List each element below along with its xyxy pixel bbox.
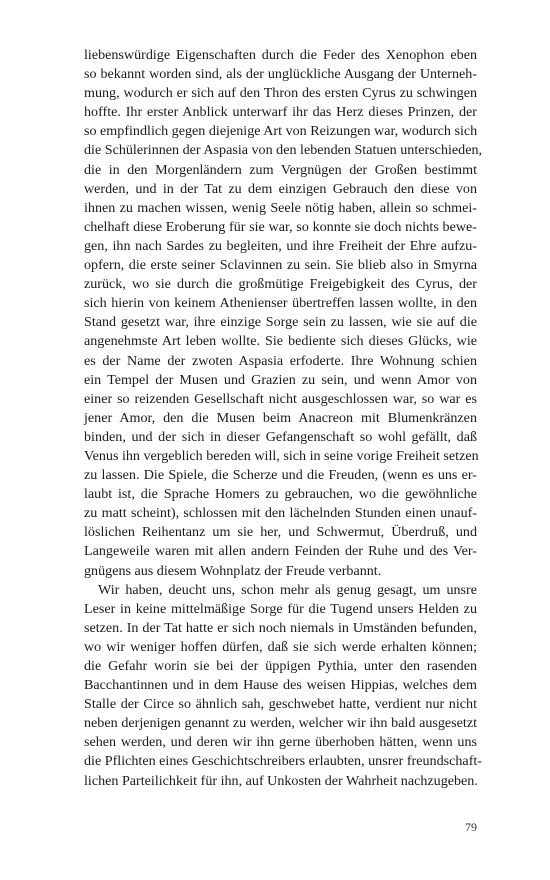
text-line: werden, und in der Tat zu dem einzigen Gebrauch den diese von: [84, 180, 477, 197]
text-line: gnügens aus diesem Wohnplatz der Freude verbannt.: [84, 562, 382, 579]
text-line: gen, ihn nach Sardes zu begleiten, und ihre Freiheit der Ehre aufzu-: [84, 237, 477, 254]
page-number: 79: [465, 820, 477, 834]
text-line: sich hierin von keinem Athenienser übertreffen lassen wollte, in den: [84, 295, 477, 312]
text-line: wo wir weniger hoffen dürfen, daß sie sich werde erhalten können;: [84, 638, 477, 655]
text-line: Stand gesetzt war, ihre einzige Sorge sein zu lassen, wie sie auf die: [84, 314, 477, 331]
body-text: [84, 46, 483, 791]
text-line: es der Name der zwoten Aspasia erfoderte. Ihre Wohnung schien: [84, 352, 477, 369]
text-line: die Gefahr worin sie bei der üppigen Pythia, unter den rasenden: [84, 658, 477, 674]
text-line: jener Amor, den die Musen beim Anacreon mit Blumenkränzen: [84, 409, 477, 426]
text-line: zu lassen. Die Spiele, die Scherze und die Freuden, (wenn es uns er-: [84, 467, 477, 484]
text-line: neben derjenigen genannt zu werden, welcher wir ihn bald ausgesetzt: [84, 715, 477, 732]
text-line: setzen. In der Tat hatte er sich noch niemals in Umständen befunden,: [84, 619, 477, 636]
text-line: so empfindlich gegen diejenige Art von Reizungen war, wodurch sich: [84, 123, 478, 140]
text-line: liebenswürdige Eigenschaften durch die Feder des Xenophon eben: [84, 47, 477, 63]
text-line: laubt ist, die Sprache Homers zu gebrauchen, wo die gewöhnliche: [84, 486, 477, 503]
text-line: opfern, die erste seiner Sclavinnen zu sein. Sie blieb also in Smyrna: [84, 257, 477, 274]
text-line: Wir haben, deucht uns, schon mehr als genug gesagt, um unsre: [98, 581, 477, 598]
text-line: sehen werden, und deren wir ihn gerne überhoben hätten, wenn uns: [84, 734, 477, 751]
text-line: einer so reizenden Gesellschaft nicht ausgeschlossen war, so war es: [84, 390, 477, 407]
text-line: ein Tempel der Musen und Grazien zu sein, und wenn Amor von: [84, 371, 477, 388]
text-line: hoffte. Ihr erster Anblick unterwarf ihr das Herz dieses Prinzen, der: [84, 104, 477, 121]
text-line: ihnen zu machen wissen, wenig Seele nötig haben, allein so schmei-: [84, 199, 477, 216]
text-line: Venus ihn vergeblich bereden will, sich in seine vorige Freiheit setzen: [84, 447, 479, 464]
text-line: lichen Parteilichkeit für ihn, auf Unkosten der Wahrheit nachzugeben.: [84, 772, 478, 789]
text-line: zu matt scheint), schlossen mit den lächelnden Stunden einen unauf-: [84, 505, 477, 522]
text-line: chelhaft diese Eroberung für sie war, so konnte sie doch nichts bewe-: [84, 218, 477, 235]
text-line: mung, wodurch er sich auf den Thron des ersten Cyrus zu schwingen: [84, 85, 477, 102]
text-line: binden, und der sich in dieser Gefangenschaft so wohl gefällt, daß: [84, 428, 477, 445]
text-line: zurück, wo sie durch die großmütige Freigebigkeit des Cyrus, der: [84, 276, 477, 293]
text-line: Leser in keine mittelmäßige Sorge für die Tugend unsers Helden zu: [84, 600, 477, 617]
text-line: angenehmste Art leben wollte. Sie bediente sich dieses Glücks, wie: [84, 333, 477, 350]
text-line: die in den Morgenländern zum Vergnügen der Großen bestimmt: [84, 161, 477, 178]
text-line: die Pflichten eines Geschichtschreibers erlaubten, unsrer freundschaft-: [84, 753, 482, 770]
text-line: Stalle der Circe so ähnlich sah, geschwebet hatte, verdient nur nicht: [84, 696, 477, 713]
text-line: Bacchantinnen und in dem Hause des weisen Hippias, welches dem: [84, 677, 477, 694]
text-line: Langeweile waren mit allen andern Feinden der Ruhe und des Ver-: [84, 543, 477, 560]
text-line: löslichen Reihentanz um sie her, und Schwermut, Überdruß, und: [84, 524, 477, 541]
text-line: so bekannt worden sind, als der unglückliche Ausgang der Unterneh-: [84, 66, 477, 83]
text-line: die Schülerinnen der Aspasia von den lebenden Statuen unterschieden,: [84, 142, 483, 159]
